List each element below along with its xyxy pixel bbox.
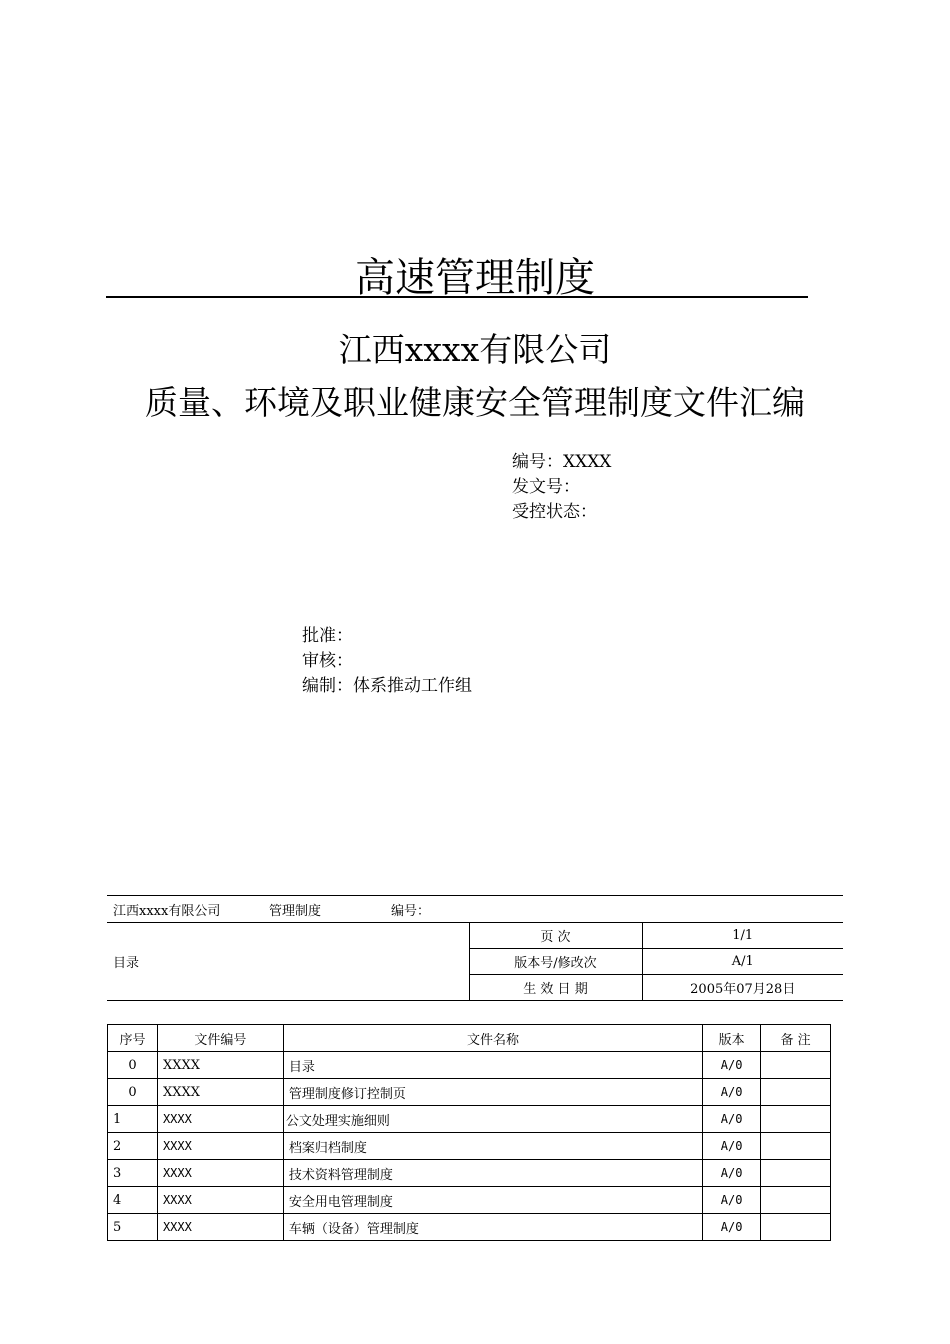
header-date-value: 2005年07月28日 xyxy=(642,975,843,1001)
row-code: XXXX xyxy=(157,1106,283,1133)
row-code: XXXX xyxy=(157,1214,283,1241)
document-header-table xyxy=(107,895,843,1001)
header-page-label: 页 次 xyxy=(469,923,642,949)
row-no: 2 xyxy=(108,1133,158,1160)
row-no: 0 xyxy=(108,1052,158,1079)
row-name: 安全用电管理制度 xyxy=(283,1187,702,1214)
page-title: 高速管理制度 xyxy=(355,255,595,301)
row-version: A/0 xyxy=(703,1160,761,1187)
company-name: 江西xxxx有限公司 xyxy=(338,330,612,369)
meta-number-value: XXXX xyxy=(563,452,612,472)
row-no: 4 xyxy=(108,1187,158,1214)
meta-number xyxy=(512,450,611,474)
row-note xyxy=(761,1106,831,1133)
row-no: 0 xyxy=(108,1079,158,1106)
header-category: 管理制度 xyxy=(269,903,322,919)
header-row-page xyxy=(107,923,843,949)
title-underline xyxy=(106,296,808,298)
row-no: 1 xyxy=(108,1106,158,1133)
row-name: 车辆（设备）管理制度 xyxy=(283,1214,702,1241)
meta-control-label: 受控状态： xyxy=(512,502,597,522)
row-note xyxy=(761,1133,831,1160)
row-note xyxy=(761,1052,831,1079)
row-name: 档案归档制度 xyxy=(283,1133,702,1160)
col-header-note: 备 注 xyxy=(761,1025,831,1052)
compile-line xyxy=(302,674,472,698)
compile-label: 编制： xyxy=(302,676,353,696)
file-list-table xyxy=(107,1024,831,1241)
table-row xyxy=(108,1106,831,1133)
table-row xyxy=(108,1187,831,1214)
header-section: 目录 xyxy=(107,923,469,1001)
table-row xyxy=(108,1160,831,1187)
header-version-label: 版本号/修改次 xyxy=(469,949,642,975)
row-version: A/0 xyxy=(703,1187,761,1214)
row-name: 管理制度修订控制页 xyxy=(283,1079,702,1106)
table-row xyxy=(108,1079,831,1106)
row-note xyxy=(761,1079,831,1106)
table-row xyxy=(108,1214,831,1241)
header-top-cell xyxy=(107,896,843,923)
header-number-label: 编号： xyxy=(391,903,431,919)
row-no: 5 xyxy=(108,1214,158,1241)
row-note xyxy=(761,1187,831,1214)
header-page-value: 1/1 xyxy=(642,923,843,949)
row-version: A/0 xyxy=(703,1133,761,1160)
meta-issue-number xyxy=(512,475,580,499)
row-version: A/0 xyxy=(703,1052,761,1079)
meta-control-status xyxy=(512,500,597,524)
col-header-version: 版本 xyxy=(703,1025,761,1052)
row-code: XXXX xyxy=(157,1079,283,1106)
header-version-value: A/1 xyxy=(642,949,843,975)
compile-value: 体系推动工作组 xyxy=(353,676,472,696)
table-row xyxy=(108,1052,831,1079)
row-version: A/0 xyxy=(703,1106,761,1133)
col-header-code: 文件编号 xyxy=(157,1025,283,1052)
row-code: XXXX xyxy=(157,1052,283,1079)
header-date-label: 生 效 日 期 xyxy=(469,975,642,1001)
row-version: A/0 xyxy=(703,1079,761,1106)
row-code: XXXX xyxy=(157,1160,283,1187)
row-version: A/0 xyxy=(703,1214,761,1241)
col-header-name: 文件名称 xyxy=(283,1025,702,1052)
row-name: 技术资料管理制度 xyxy=(283,1160,702,1187)
row-name: 公文处理实施细则 xyxy=(283,1106,702,1133)
approve-label: 批准： xyxy=(302,626,353,646)
row-note xyxy=(761,1160,831,1187)
row-code: XXXX xyxy=(157,1187,283,1214)
review-line xyxy=(302,649,353,673)
col-header-no: 序号 xyxy=(108,1025,158,1052)
document-name: 质量、环境及职业健康安全管理制度文件汇编 xyxy=(145,383,805,422)
file-list-header-row xyxy=(108,1025,831,1052)
approve-line xyxy=(302,624,353,648)
row-name: 目录 xyxy=(283,1052,702,1079)
header-top-row xyxy=(107,896,843,923)
table-row xyxy=(108,1133,831,1160)
row-note xyxy=(761,1214,831,1241)
row-code: XXXX xyxy=(157,1133,283,1160)
header-company: 江西xxxx有限公司 xyxy=(113,903,221,919)
row-no: 3 xyxy=(108,1160,158,1187)
meta-issue-label: 发文号： xyxy=(512,477,580,497)
meta-number-label: 编号： xyxy=(512,452,563,472)
review-label: 审核： xyxy=(302,651,353,671)
